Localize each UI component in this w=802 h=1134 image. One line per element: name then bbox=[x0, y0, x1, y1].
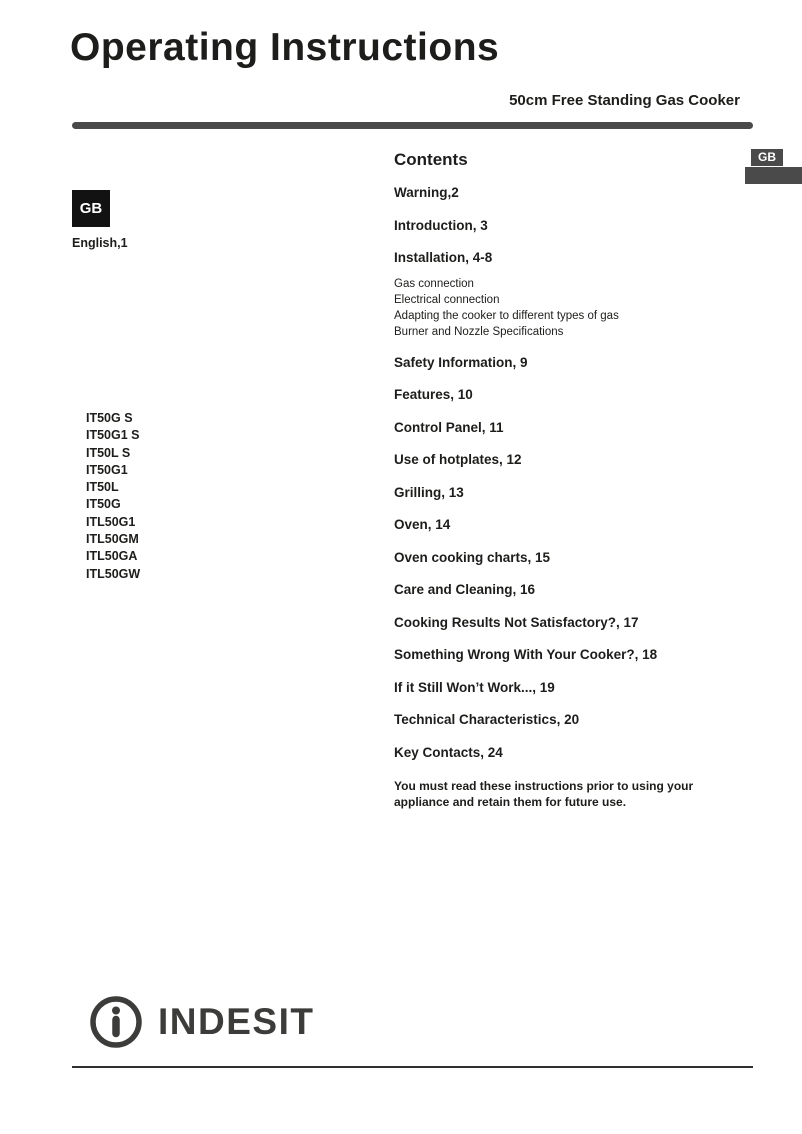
toc-subentry: Gas connection bbox=[394, 277, 474, 290]
toc-subentry: Electrical connection bbox=[394, 293, 500, 306]
installation-subitems bbox=[394, 276, 764, 340]
model-number: ITL50G1 bbox=[86, 514, 136, 529]
model-number: IT50G S bbox=[86, 411, 133, 425]
language-badge: GB bbox=[72, 190, 110, 227]
side-tab-label: GB bbox=[751, 149, 783, 166]
model-number: IT50L bbox=[86, 480, 119, 495]
language-label: English,1 bbox=[72, 236, 128, 250]
toc-entry-warning: Warning,2 bbox=[394, 185, 459, 200]
contents-heading: Contents bbox=[394, 150, 468, 169]
toc-subentry: Burner and Nozzle Specifications bbox=[394, 325, 564, 338]
page-subtitle: 50cm Free Standing Gas Cooker bbox=[509, 92, 740, 109]
page-title: Operating Instructions bbox=[70, 26, 500, 69]
toc-entry-installation: Installation, 4-8 bbox=[394, 250, 493, 265]
header-divider bbox=[72, 122, 753, 129]
toc-entry-introduction: Introduction, 3 bbox=[394, 217, 488, 233]
toc-entry-technical: Technical Characteristics, 20 bbox=[394, 712, 580, 727]
footer-divider bbox=[72, 1066, 753, 1068]
brand-wordmark: INDESIT bbox=[158, 1001, 315, 1042]
toc-entry-features: Features, 10 bbox=[394, 387, 473, 402]
toc-entry-key-contacts: Key Contacts, 24 bbox=[394, 744, 503, 760]
indesit-circle-i-icon bbox=[88, 994, 144, 1050]
model-number: IT50G1 S bbox=[86, 428, 140, 443]
toc-entry-grilling: Grilling, 13 bbox=[394, 484, 464, 500]
toc-entry-control-panel: Control Panel, 11 bbox=[394, 419, 504, 435]
read-instructions-note: You must read these instructions prior to using your appliance and retain them for future use. bbox=[394, 779, 694, 809]
model-number: IT50G bbox=[86, 497, 121, 512]
toc-entry-care-cleaning: Care and Cleaning, 16 bbox=[394, 582, 536, 597]
toc-entry-safety: Safety Information, 9 bbox=[394, 354, 528, 370]
model-number: ITL50GW bbox=[86, 566, 141, 581]
toc-entry-still-wont-work: If it Still Won’t Work..., 19 bbox=[394, 679, 555, 695]
toc-entry-something-wrong: Something Wrong With Your Cooker?, 18 bbox=[394, 647, 658, 662]
model-number: ITL50GA bbox=[86, 549, 138, 564]
model-list bbox=[86, 410, 140, 583]
model-number: IT50L S bbox=[86, 445, 131, 460]
contents-section bbox=[394, 150, 764, 810]
toc-entry-cooking-charts: Oven cooking charts, 15 bbox=[394, 549, 551, 565]
toc-entry-cooking-results: Cooking Results Not Satisfactory?, 17 bbox=[394, 614, 639, 630]
toc-entry-oven: Oven, 14 bbox=[394, 517, 451, 532]
toc-entry-hotplates: Use of hotplates, 12 bbox=[394, 452, 522, 467]
model-number: ITL50GM bbox=[86, 532, 139, 547]
model-number: IT50G1 bbox=[86, 462, 128, 477]
brand-logo bbox=[88, 994, 314, 1050]
toc-subentry: Adapting the cooker to different types of gas bbox=[394, 309, 619, 322]
